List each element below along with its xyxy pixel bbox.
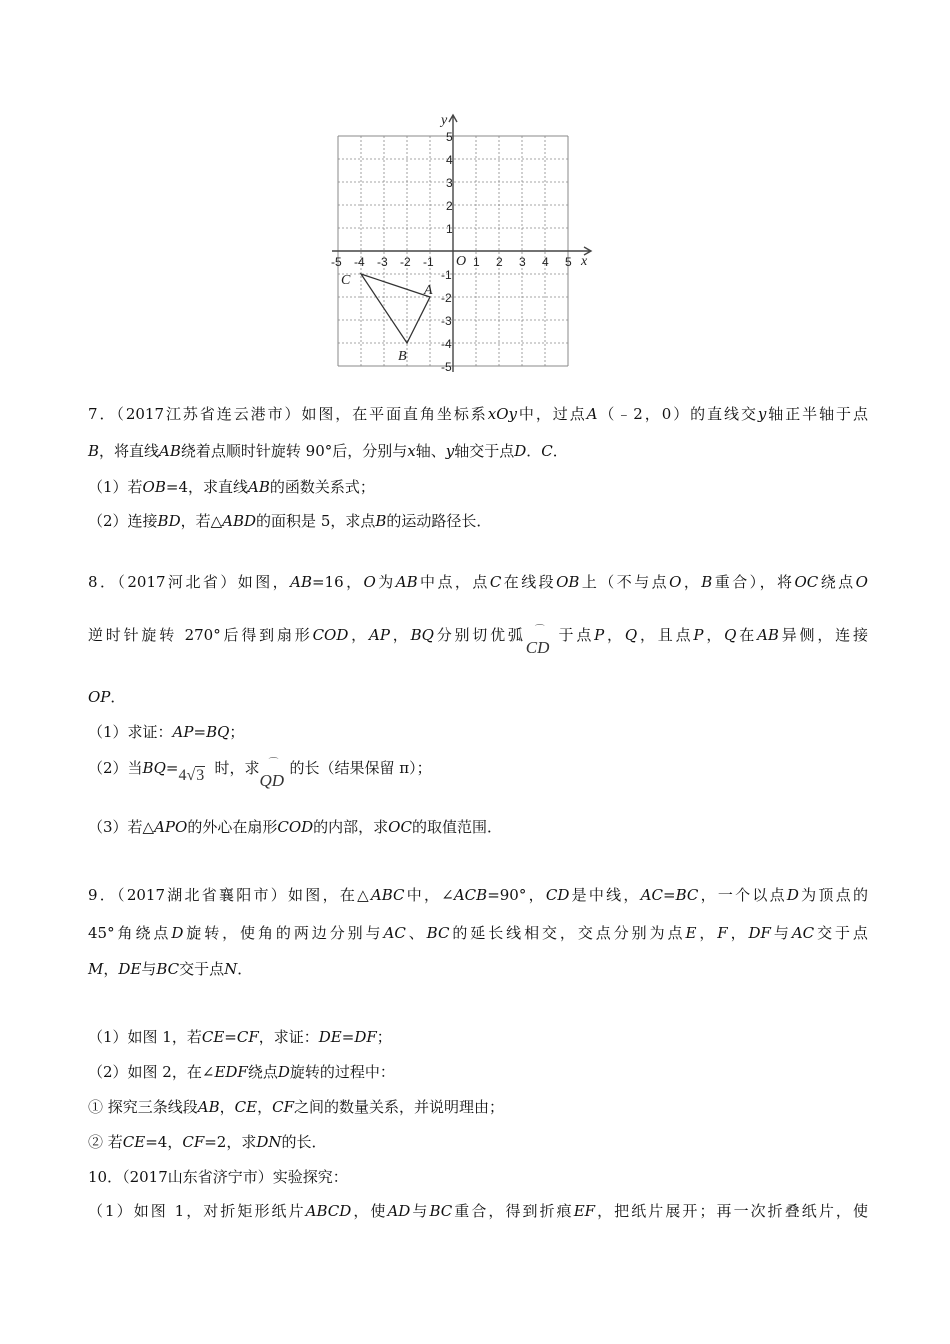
- q8-sub-3: （3）若△APO的外心在扇形COD的内部，求OC的取值范围．: [88, 818, 502, 836]
- q7-line-2: B，将直线AB绕着点顺时针旋转 90°后，分别与x轴、y轴交于点D．C．: [88, 442, 568, 460]
- q9-sub-1: （1）如图 1，若CE=CF，求证：DE=DF；: [88, 1028, 392, 1046]
- q8-sub-1: （1）求证：AP=BQ；: [88, 723, 245, 741]
- x-tick-label: 3: [519, 255, 526, 269]
- q9-sub-2: （2）如图 2，在∠EDF绕点D旋转的过程中：: [88, 1063, 395, 1081]
- q9-line-3: M，DE与BC交于点N．: [88, 960, 253, 978]
- x-tick-label: 2: [496, 255, 503, 269]
- y-tick-label: 4: [446, 153, 453, 167]
- q10-line-2: （1）如图 1，对折矩形纸片ABCD，使AD与BC重合，得到折痕EF，把纸片展开；再一次折叠纸片，使: [88, 1202, 868, 1220]
- q8-sub-2: （2）当BQ= 4√3 时，求 ⌒ QD 的长（结果保留 π）；: [88, 758, 432, 790]
- x-tick-label: -2: [400, 255, 411, 269]
- y-tick-label: -1: [441, 268, 452, 282]
- y-tick-label: 5: [446, 130, 453, 144]
- sqrt-expression: 4√3: [178, 767, 205, 784]
- y-tick-label: -4: [441, 337, 452, 351]
- coordinate-plane: [330, 108, 610, 378]
- q10-line-1: 10．（2017山东省济宁市）实验探究：: [88, 1168, 348, 1186]
- y-tick-label: -5: [441, 360, 452, 374]
- coordinate-figure: [330, 108, 610, 378]
- vertex-label-a: A: [424, 283, 433, 298]
- x-tick-label: -1: [423, 255, 434, 269]
- q7-line-1: 7．（2017江苏省连云港市）如图，在平面直角坐标系xOy中，过点A（﹣2，0）的直线交y轴正半轴于点: [88, 405, 868, 423]
- x-tick-label: 5: [565, 255, 572, 269]
- q7-sub-1: （1）若OB=4，求直线AB的函数关系式；: [88, 478, 375, 496]
- x-tick-label: -3: [377, 255, 388, 269]
- y-tick-label: 1: [446, 222, 453, 236]
- arc-qd: ⌒ QD: [259, 758, 285, 790]
- q7-sub-2: （2）连接BD，若△ABD的面积是 5，求点B的运动路径长．: [88, 512, 492, 530]
- vertex-label-c: C: [341, 273, 351, 288]
- x-axis-label: x: [581, 254, 588, 269]
- x-tick-label: 1: [473, 255, 480, 269]
- q8-line-3: OP．: [88, 688, 126, 706]
- y-tick-label: 3: [446, 176, 453, 190]
- q9-sub-4: ② 若CE=4，CF=2，求DN的长．: [88, 1133, 327, 1151]
- q8-line-2: 逆时针旋转 270°后得到扇形COD，AP，BQ分别切优弧 ⌒ CD 于点P，Q，且点P，Q在AB异侧，连接: [88, 625, 868, 657]
- q9-line-2: 45°角绕点D旋转，使角的两边分别与AC、BC的延长线相交，交点分别为点E，F，DF与AC交于点: [88, 924, 868, 942]
- x-tick-label: -4: [354, 255, 365, 269]
- y-tick-label: 2: [446, 199, 453, 213]
- q9-line-1: 9．（2017湖北省襄阳市）如图，在△ABC中，∠ACB=90°，CD是中线，AC=BC，一个以点D为顶点的: [88, 886, 868, 904]
- x-tick-label: 4: [542, 255, 549, 269]
- arc-cd: ⌒ CD: [525, 625, 550, 657]
- q9-sub-3: ① 探究三条线段AB，CE，CF之间的数量关系，并说明理由；: [88, 1098, 505, 1116]
- triangle-abc: [361, 274, 430, 343]
- q8-line-1: 8．（2017河北省）如图，AB=16，O为AB中点，点C在线段OB上（不与点O，B重合），将OC绕点O: [88, 573, 868, 591]
- vertex-label-b: B: [398, 349, 407, 364]
- y-axis-label: y: [441, 113, 448, 128]
- x-tick-label: -5: [331, 255, 342, 269]
- y-tick-label: -3: [441, 314, 452, 328]
- origin-label: O: [456, 254, 467, 269]
- y-tick-label: -2: [441, 291, 452, 305]
